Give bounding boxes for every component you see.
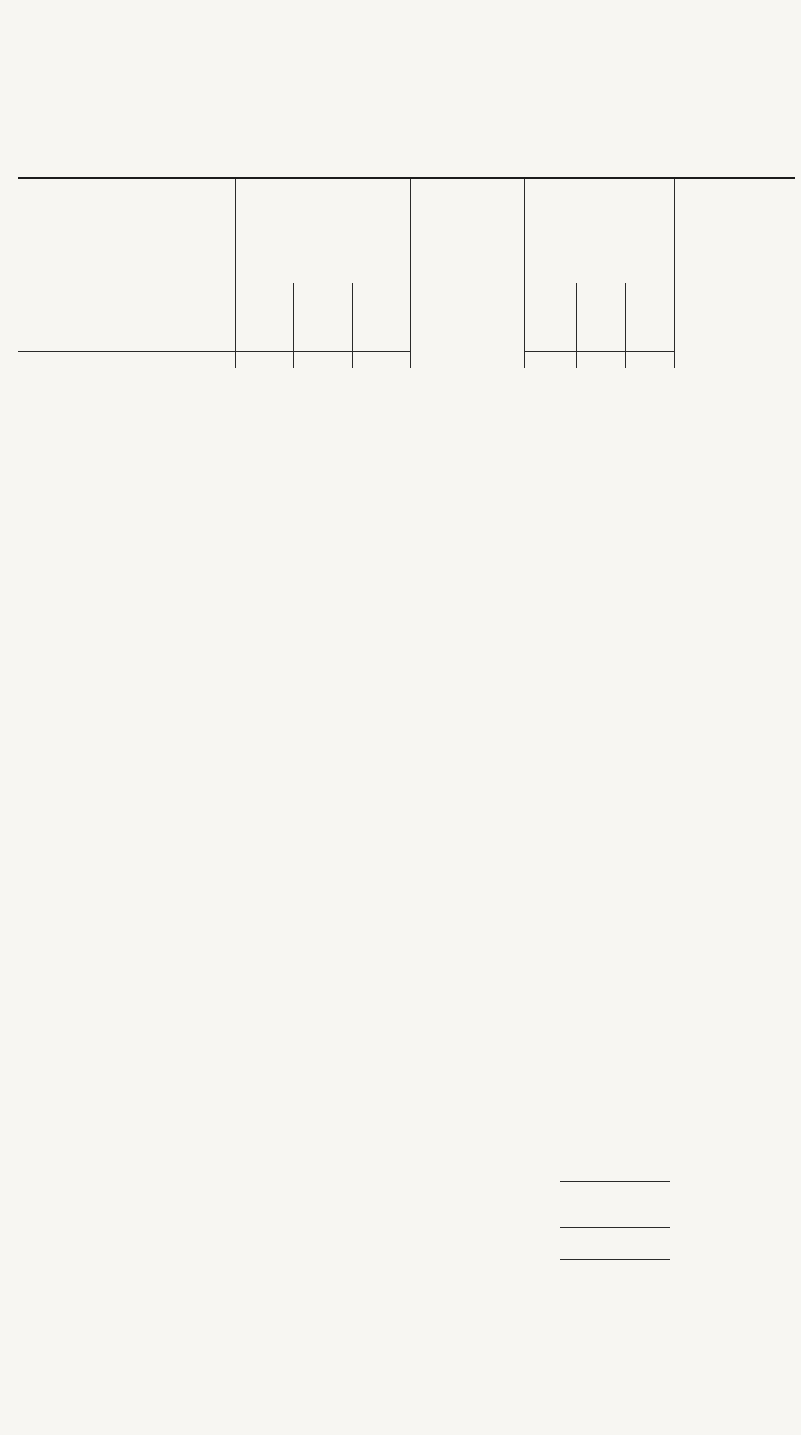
fund1-row-expenditure: [110, 1206, 670, 1224]
fund2-row-receipts: [110, 1387, 670, 1405]
header-males-1925: [235, 283, 293, 351]
header-dash: [18, 225, 235, 283]
fund2-row-balance: [110, 1369, 670, 1387]
fund1-row-balance: [110, 1141, 670, 1159]
header-total-1925: [352, 283, 410, 351]
header-patients-1926: [524, 225, 674, 283]
header-total-1926: [625, 283, 674, 351]
fund1-row-total: [110, 1187, 670, 1205]
header-females-1925: [293, 283, 352, 351]
header-amount-1925: [410, 179, 524, 351]
header-males-1926: [524, 283, 576, 351]
header-patients-1925: [235, 225, 410, 283]
law-26-table: [18, 177, 795, 368]
header-law-1925: [235, 179, 410, 225]
fund1-row-receipts: [110, 1160, 670, 1178]
header-females-1926: [576, 283, 625, 351]
header-blank: [18, 179, 235, 225]
header-law-1926: [524, 179, 674, 225]
fund1-row-credit: [110, 1237, 670, 1255]
header-amount-1926: [674, 179, 795, 351]
